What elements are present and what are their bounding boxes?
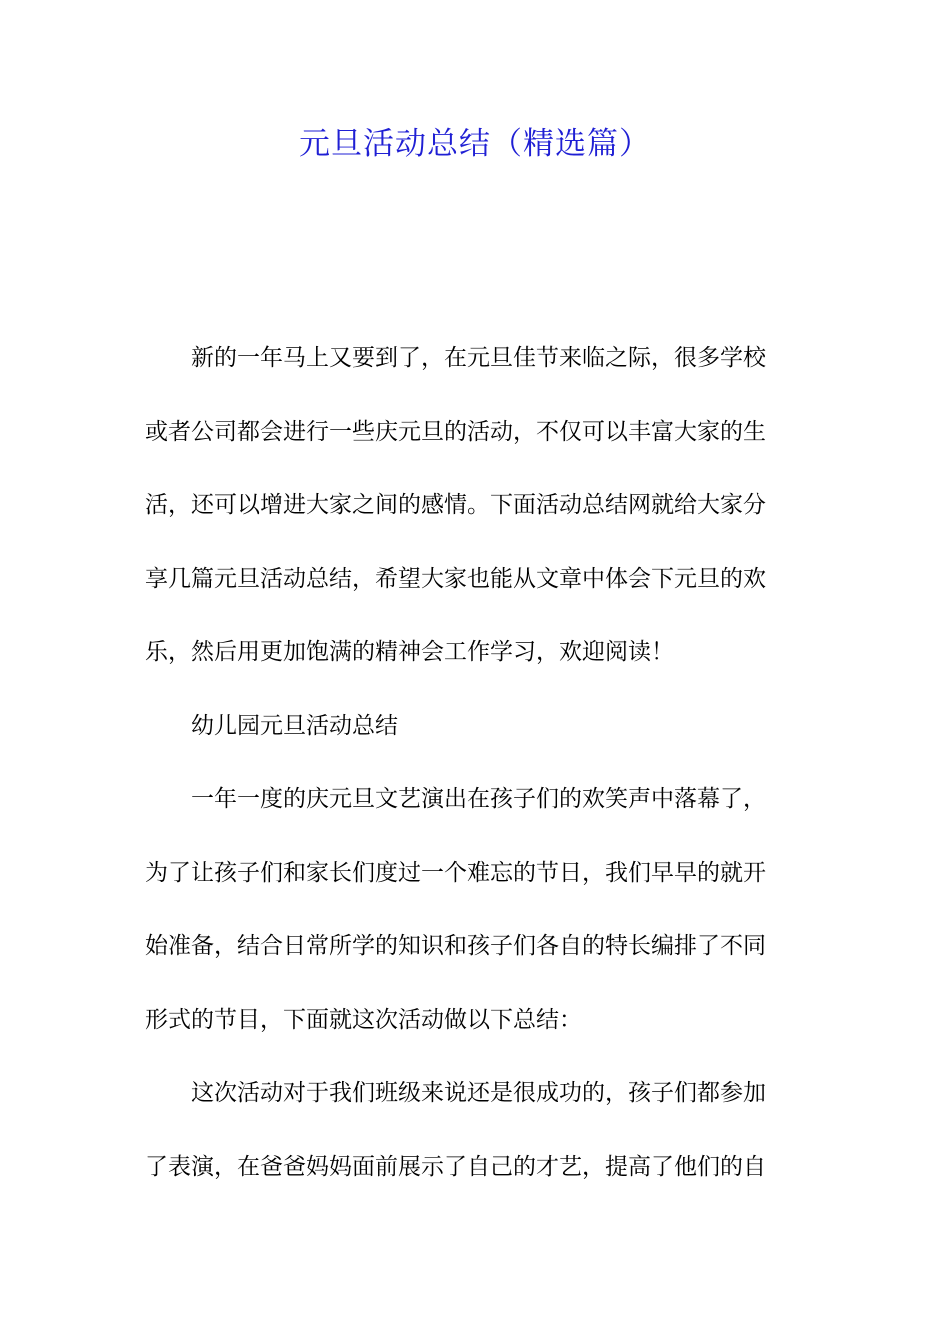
text-line: 享几篇元旦活动总结，希望大家也能从文章中体会下元旦的欢 — [145, 565, 766, 592]
text-line: 始准备，结合日常所学的知识和孩子们各自的特长编排了不同 — [145, 933, 766, 959]
document-body — [145, 322, 805, 1204]
text-line: 了表演，在爸爸妈妈面前展示了自己的才艺，提高了他们的自 — [145, 1153, 766, 1180]
text-line: 活，还可以增进大家之间的感情。下面活动总结网就给大家分 — [145, 492, 766, 518]
text-line: 乐，然后用更加饱满的精神会工作学习，欢迎阅读！ — [145, 639, 674, 665]
section-heading: 幼儿园元旦活动总结 — [191, 712, 398, 739]
text-line: 或者公司都会进行一些庆元旦的活动，不仅可以丰富大家的生 — [145, 418, 766, 445]
document-title: 元旦活动总结（精选篇） — [299, 126, 651, 162]
text-line: 形式的节目，下面就这次活动做以下总结： — [145, 1006, 582, 1033]
text-line: 这次活动对于我们班级来说还是很成功的，孩子们都参加 — [191, 1080, 766, 1106]
text-line: 新的一年马上又要到了，在元旦佳节来临之际，很多学校 — [191, 345, 766, 371]
text-line: 为了让孩子们和家长们度过一个难忘的节日，我们早早的就开 — [145, 859, 766, 886]
text-line: 一年一度的庆元旦文艺演出在孩子们的欢笑声中落幕了， — [191, 786, 766, 812]
